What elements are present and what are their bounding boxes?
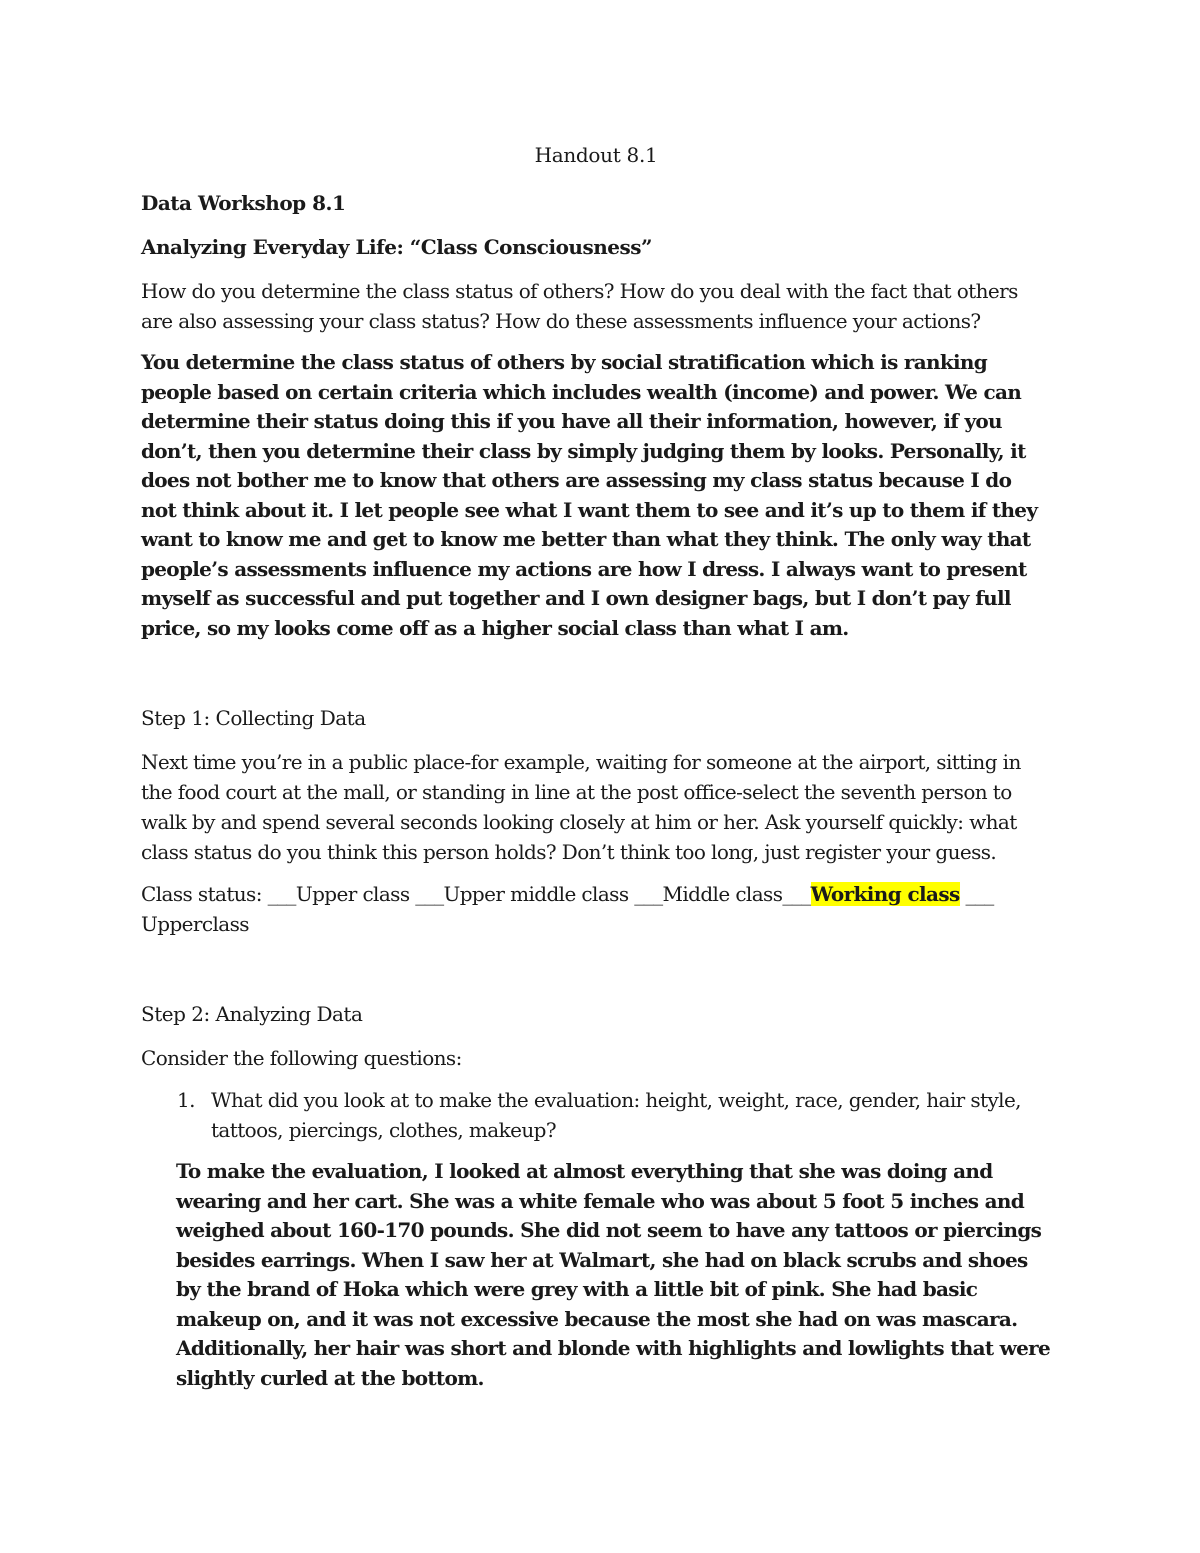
question-list xyxy=(141,1085,1051,1145)
step1-title: Step 1: Collecting Data xyxy=(141,706,366,730)
option-working-class-selected: Working class xyxy=(810,882,960,906)
option-working-blank: ___ xyxy=(782,882,811,906)
option-upper-class: ___Upper class xyxy=(267,882,410,906)
option-upperclass: Upperclass xyxy=(141,912,249,936)
spacer xyxy=(141,655,1051,703)
question-number: 1. xyxy=(177,1088,195,1112)
handout-title: Handout 8.1 xyxy=(534,143,658,167)
option-upper-middle-class: ___Upper middle class xyxy=(415,882,629,906)
class-status-line xyxy=(141,879,1051,939)
intro-answer: You determine the class status of others by social stratification which is ranking people based on certain criteria which includes wealth (income) and power. We can determine their status doing this if you have all their information, however, if you don’t, then you determine their class by simply judging them by looks. Personally, it does not bother me to know that others are assessing my class status because I do not think about it. I let people see what I want them to see and it’s up to them if they want to know me and get to know me better than what they think. The only way that people’s assessments influence my actions are how I dress. I always want to present myself as successful and put together and I own designer bags, but I don’t pay full price, so my looks come off as a higher social class than what I am. xyxy=(141,350,1038,640)
option-middle-class: ___Middle class xyxy=(634,882,783,906)
step1-instructions: Next time you’re in a public place-for example, waiting for someone at the airport, sitting in the food court at the mall, or standing in line at the post office-select the seventh person to walk by and spend several seconds looking closely at him or her. Ask yourself quickly: what class status do you think this person holds? Don’t think too long, just register your guess. xyxy=(141,750,1021,864)
question-item xyxy=(141,1085,1051,1145)
document-page xyxy=(141,140,1051,1393)
intro-question: How do you determine the class status of others? How do you deal with the fact that others are also assessing your class status? How do these assessments influence your actions? xyxy=(141,279,1018,333)
question-answer: To make the evaluation, I looked at almost everything that she was doing and wearing and her cart. She was a white female who was about 5 foot 5 inches and weighed about 160-170 pounds. She did not seem to have any tattoos or piercings besides earrings. When I saw her at Walmart, she had on black scrubs and shoes by the brand of Hoka which were grey with a little bit of pink. She had basic makeup on, and it was not excessive because the most she had on was mascara. Additionally, her hair was short and blonde with highlights and lowlights that were slightly curled at the bottom. xyxy=(176,1159,1051,1390)
section-title: Analyzing Everyday Life: “Class Consciousness” xyxy=(141,235,653,259)
workshop-title: Data Workshop 8.1 xyxy=(141,191,346,215)
question-text: What did you look at to make the evaluation: height, weight, race, gender, hair style, tattoos, piercings, clothes, makeup? xyxy=(211,1088,1021,1142)
class-status-label: Class status: xyxy=(141,882,262,906)
step2-title: Step 2: Analyzing Data xyxy=(141,1002,363,1026)
spacer xyxy=(141,951,1051,999)
option-blank-after: ___ xyxy=(965,882,994,906)
step2-prompt: Consider the following questions: xyxy=(141,1046,462,1070)
